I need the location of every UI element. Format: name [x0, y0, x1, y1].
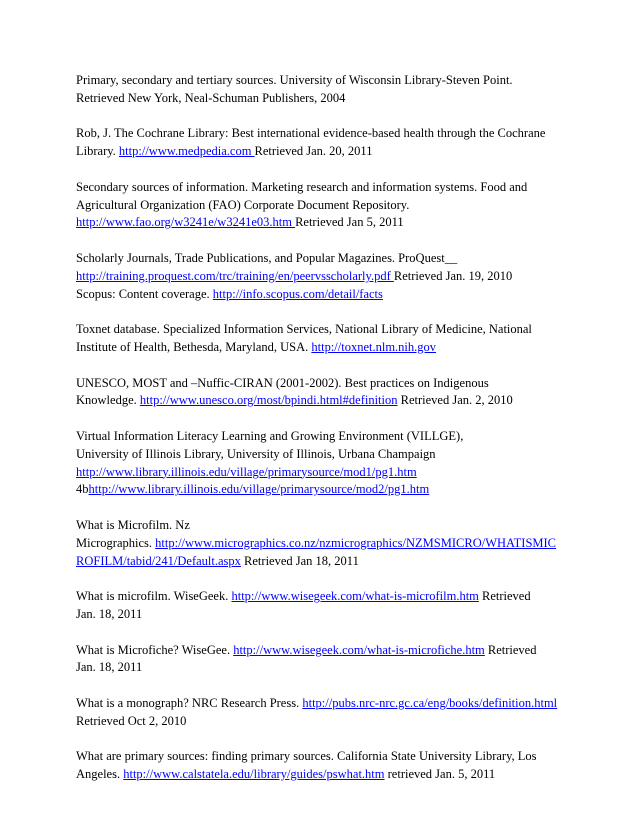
reference-text: What is Microfiche? WiseGee. [76, 642, 234, 657]
reference-line [76, 588, 576, 606]
reference-link[interactable]: http://info.scopus.com/detail/facts [212, 286, 383, 301]
reference-entry [76, 72, 576, 108]
reference-line [76, 143, 576, 161]
reference-text: Scholarly Journals, Trade Publications, and Popular Magazines. ProQuest__ [76, 250, 458, 265]
reference-line [76, 517, 576, 535]
reference-link[interactable]: http://www.micrographics.co.nz/nzmicrographics/NZMSMICRO/WHATISMIC [155, 535, 557, 550]
reference-text: Knowledge. [76, 393, 140, 408]
reference-text: Toxnet database. Specialized Information Services, National Library of Medicine, National [76, 322, 532, 337]
reference-line [76, 375, 576, 393]
reference-line [76, 642, 576, 660]
reference-line [76, 214, 576, 232]
reference-line [76, 713, 576, 731]
reference-text: Jan. 18, 2011 [76, 606, 143, 621]
reference-line [76, 748, 576, 766]
reference-text: Retrieved Oct 2, 2010 [76, 713, 187, 728]
reference-line [76, 321, 576, 339]
reference-line [76, 72, 576, 90]
reference-line [76, 446, 576, 464]
reference-line [76, 659, 576, 677]
reference-entry [76, 517, 576, 570]
reference-text: Retrieved Jan. 19, 2010 [393, 268, 513, 283]
reference-text: What is Microfilm. Nz [76, 517, 190, 532]
reference-line [76, 695, 576, 713]
reference-line [76, 464, 576, 482]
reference-link[interactable]: http://www.calstatela.edu/library/guides/pswhat.htm [123, 767, 385, 782]
reference-entry [76, 375, 576, 411]
reference-link[interactable]: http://www.fao.org/w3241e/w3241e03.htm [76, 215, 296, 230]
reference-line [76, 392, 576, 410]
reference-link[interactable]: http://www.medpedia.com [118, 144, 255, 159]
reference-entry [76, 642, 576, 678]
reference-entry [76, 428, 576, 499]
reference-line [76, 766, 576, 784]
reference-link[interactable]: http://www.unesco.org/most/bpindi.html#definition [139, 393, 398, 408]
reference-entry [76, 179, 576, 232]
reference-list [76, 72, 576, 802]
reference-text: Angeles. [76, 767, 124, 782]
reference-text: University of Illinois Library, University of Illinois, Urbana Champaign [76, 446, 436, 461]
reference-entry [76, 748, 576, 784]
reference-line [76, 481, 576, 499]
reference-line [76, 179, 576, 197]
reference-line [76, 339, 576, 357]
reference-line [76, 268, 576, 286]
reference-line [76, 428, 576, 446]
reference-line [76, 250, 576, 268]
reference-text: Retrieved Jan 18, 2011 [240, 553, 359, 568]
reference-text: UNESCO, MOST and –Nuffic-CIRAN (2001-2002). Best practices on Indigenous [76, 375, 489, 390]
reference-line [76, 286, 576, 304]
reference-text: What is a monograph? NRC Research Press. [76, 695, 303, 710]
reference-entry [76, 695, 576, 731]
reference-line [76, 197, 576, 215]
reference-text: Retrieved Jan 5, 2011 [295, 215, 404, 230]
reference-entry [76, 250, 576, 303]
reference-text: Micrographics. [76, 535, 156, 550]
reference-text: Secondary sources of information. Marketing research and information systems. Food and [76, 179, 528, 194]
reference-link[interactable]: http://www.wisegeek.com/what-is-microfiche.htm [233, 642, 485, 657]
reference-text: 4b [76, 482, 89, 497]
reference-text: Retrieved Jan. 20, 2011 [254, 144, 373, 159]
reference-text: Retrieved Jan. 2, 2010 [397, 393, 513, 408]
reference-text: Retrieved [484, 642, 537, 657]
reference-text: Primary, secondary and tertiary sources. University of Wisconsin Library-Steven Point. [76, 73, 513, 87]
reference-text: Rob, J. The Cochrane Library: Best international evidence-based health through the Cochrane [76, 126, 546, 141]
reference-line [76, 535, 576, 553]
reference-entry [76, 321, 576, 357]
reference-link[interactable]: http://www.wisegeek.com/what-is-microfilm.htm [231, 589, 479, 604]
reference-text: retrieved Jan. 5, 2011 [384, 767, 496, 782]
reference-text: What are primary sources: finding primary sources. California State University Library, Los [76, 749, 537, 764]
reference-text: Scopus: Content coverage. [76, 286, 213, 301]
reference-entry [76, 588, 576, 624]
reference-line [76, 606, 576, 624]
reference-link[interactable]: http://www.library.illinois.edu/village/primarysource/mod2/pg1.htm [88, 482, 430, 497]
reference-text: Institute of Health, Bethesda, Maryland, USA. [76, 339, 312, 354]
reference-text: Virtual Information Literacy Learning and Growing Environment (VILLGE), [76, 428, 464, 443]
reference-text: Library. [76, 144, 119, 159]
reference-text: What is microfilm. WiseGeek. [76, 589, 232, 604]
reference-text: Retrieved New York, Neal-Schuman Publishers, 2004 [76, 90, 346, 105]
reference-link[interactable]: http://toxnet.nlm.nih.gov [311, 339, 437, 354]
reference-link[interactable]: http://www.library.illinois.edu/village/primarysource/mod1/pg1.htm [76, 464, 417, 479]
reference-line [76, 125, 576, 143]
reference-text: Agricultural Organization (FAO) Corporate Document Repository. [76, 197, 410, 212]
reference-text: Jan. 18, 2011 [76, 660, 143, 675]
reference-text: Retrieved [478, 589, 531, 604]
reference-entry [76, 125, 576, 161]
reference-line [76, 90, 576, 108]
reference-link[interactable]: http://training.proquest.com/trc/training/en/peervsscholarly.pdf [76, 268, 394, 283]
reference-link[interactable]: ROFILM/tabid/241/Default.aspx [76, 553, 241, 568]
reference-link[interactable]: http://pubs.nrc-nrc.gc.ca/eng/books/definition.html [302, 695, 558, 710]
reference-line [76, 553, 576, 571]
